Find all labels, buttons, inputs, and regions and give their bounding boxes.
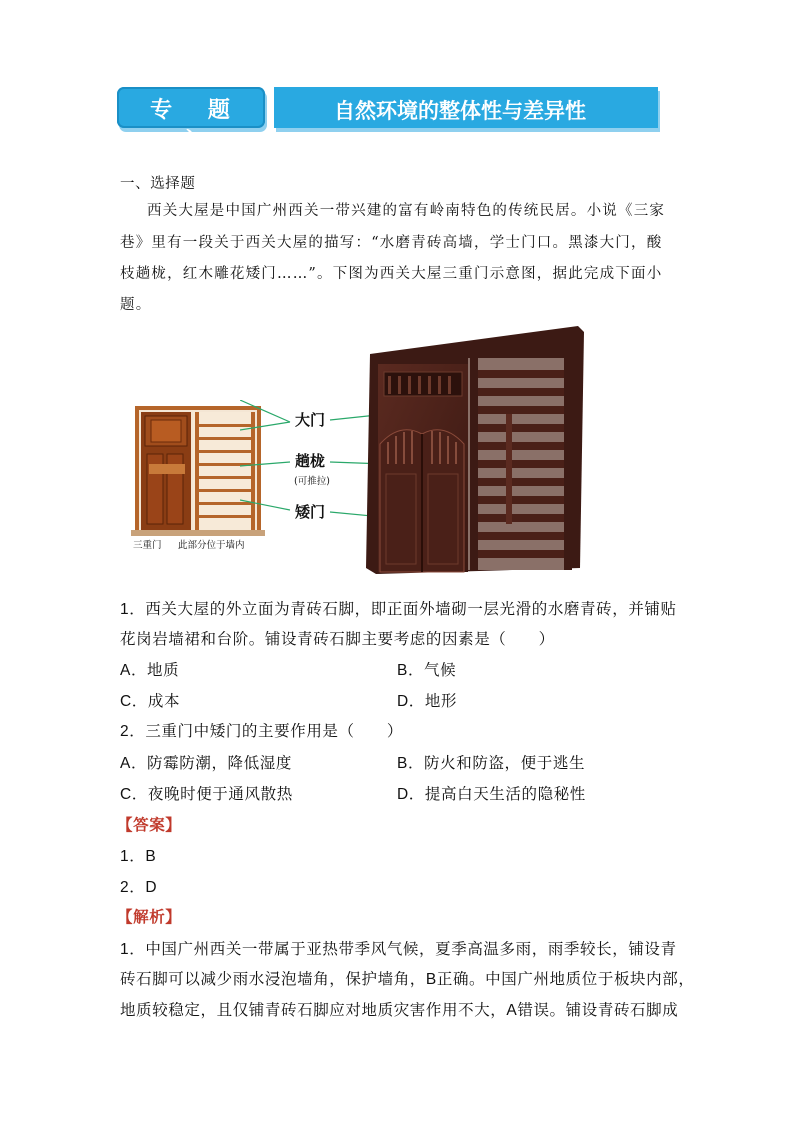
q1-option-a: A．地质 bbox=[120, 662, 180, 679]
passage-line-3: 枝趟栊，红木雕花矮门……”。下图为西关大屋三重门示意图，据此完成下面小 bbox=[120, 266, 663, 282]
q1-stem-line-2: 花岗岩墙裙和台阶。铺设青砖石脚主要考虑的因素是（ ） bbox=[120, 631, 555, 648]
q1-stem-line-1: 1．西关大屋的外立面为青砖石脚，即正面外墙砌一层光滑的水磨青砖，并铺贴 bbox=[120, 601, 677, 618]
caption-inside-wall: 此部分位于墙内 bbox=[178, 540, 245, 551]
q2-option-a: A．防霉防潮，降低湿度 bbox=[120, 755, 292, 772]
label-short-door: 矮门 bbox=[295, 503, 326, 521]
answer-item-2: 2．D bbox=[120, 879, 158, 896]
passage-line-1: 西关大屋是中国广州西关一带兴建的富有岭南特色的传统民居。小说《三家 bbox=[147, 203, 666, 219]
q2-option-c: C．夜晚时便于通风散热 bbox=[120, 786, 293, 803]
topic-title: 自然环境的整体性与差异性 bbox=[334, 99, 586, 123]
caption-three-doors: 三重门 bbox=[133, 540, 162, 551]
passage-line-4: 题。 bbox=[120, 297, 152, 313]
q2-option-b: B．防火和防盗，便于逃生 bbox=[397, 755, 586, 772]
topic-badge-text: 专 题 六 bbox=[150, 98, 244, 154]
analysis-heading: 【解析】 bbox=[117, 909, 182, 926]
topic-title-bar bbox=[274, 87, 658, 128]
label-sliding-note: (可推拉) bbox=[294, 476, 330, 487]
section-title: 一、选择题 bbox=[120, 176, 196, 192]
label-main-door: 大门 bbox=[295, 411, 326, 429]
q2-stem: 2．三重门中矮门的主要作用是（ ） bbox=[120, 723, 403, 740]
three-door-photo bbox=[348, 324, 604, 576]
label-sliding-gate: 趟栊 bbox=[295, 452, 326, 470]
q2-option-d: D．提高白天生活的隐秘性 bbox=[397, 786, 586, 803]
topic-badge bbox=[117, 87, 265, 154]
q1-option-c: C．成本 bbox=[120, 693, 181, 710]
q1-option-b: B．气候 bbox=[397, 662, 457, 679]
analysis-line-2: 砖石脚可以减少雨水浸泡墙角，保护墙角，B正确。中国广州地质位于板块内部， bbox=[120, 971, 695, 988]
analysis-line-3: 地质较稳定，且仅铺青砖石脚应对地质灾害作用不大，A错误。铺设青砖石脚成 bbox=[120, 1002, 679, 1019]
answer-item-1: 1．B bbox=[120, 848, 157, 865]
q1-option-d: D．地形 bbox=[397, 693, 458, 710]
passage-line-2: 巷》里有一段关于西关大屋的描写：“水磨青砖高墙，学士门口。黑漆大门，酸 bbox=[120, 235, 663, 251]
answer-heading: 【答案】 bbox=[117, 817, 182, 834]
analysis-line-1: 1．中国广州西关一带属于亚热带季风气候，夏季高温多雨，雨季较长，铺设青 bbox=[120, 941, 677, 958]
